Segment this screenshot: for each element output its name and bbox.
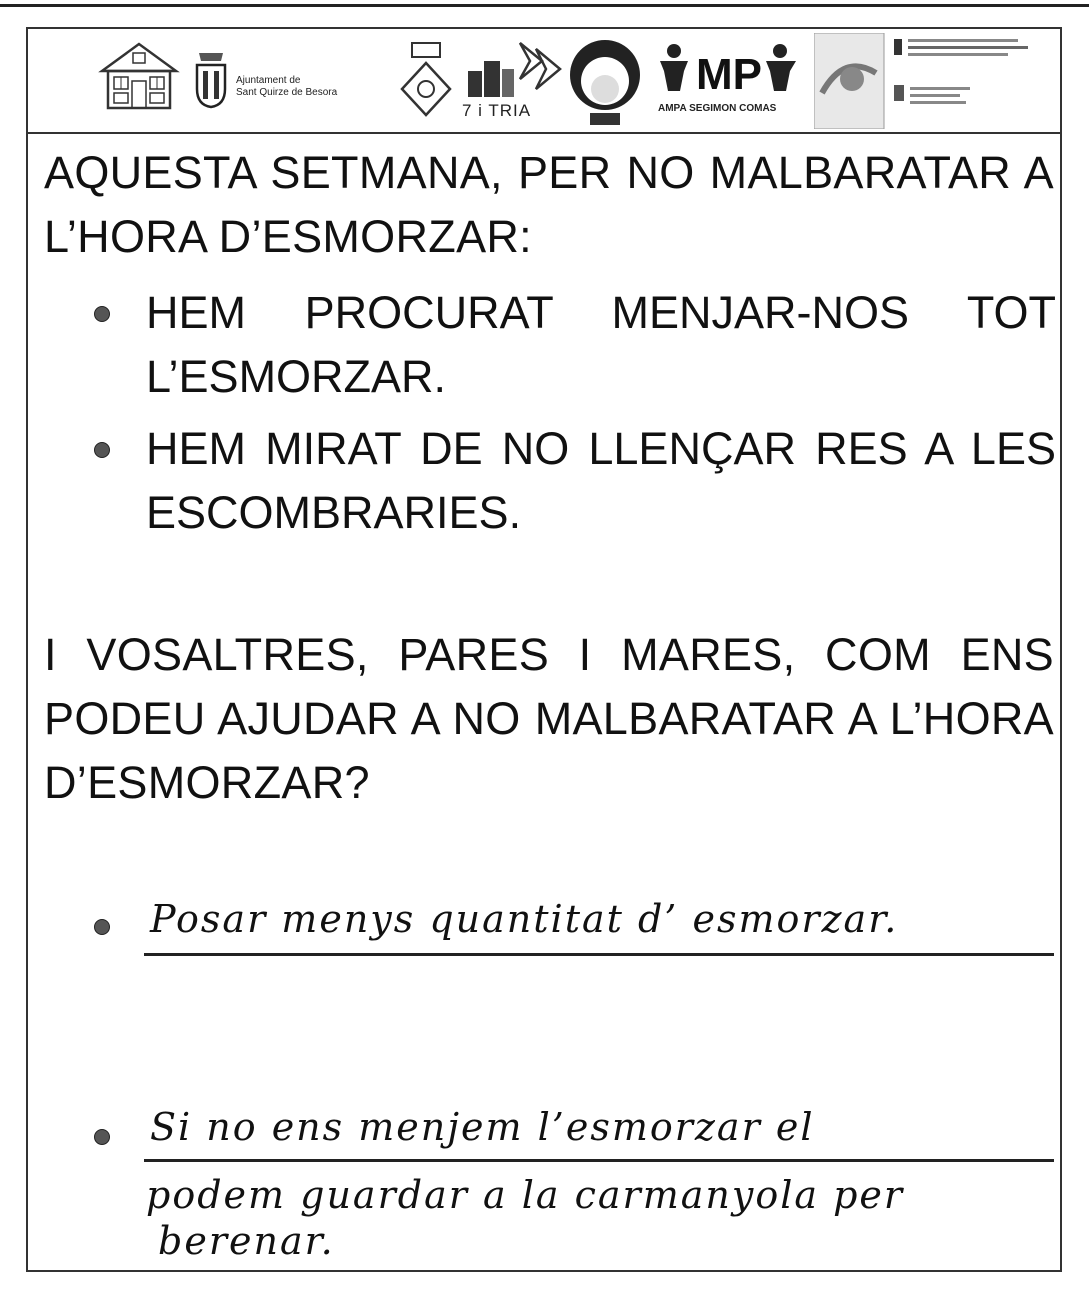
- ampa-logo: [656, 43, 802, 99]
- bullet-dot: [94, 442, 110, 458]
- ampa-logo-mark: MP: [696, 50, 762, 99]
- ajuntament-crest-icon: [193, 51, 229, 109]
- answer-2-handwriting-line2: podem guardar a la carmanyola per: [146, 1173, 905, 1217]
- diamond-emblem-logo: [398, 41, 454, 121]
- ampa-label: AMPA SEGIMON COMAS: [658, 103, 777, 114]
- done-item-text: HEM MIRAT DE NO LLENÇAR RES A LES ESCOMBRARIES.: [146, 423, 1056, 538]
- answer-2-handwriting-line1: Si no ens menjem l’esmorzar el: [150, 1105, 815, 1149]
- answer-1-handwriting: Posar menys quantitat d’ esmorzar.: [150, 897, 899, 941]
- done-item: [44, 417, 1054, 547]
- logo-header: [28, 29, 1060, 134]
- ajuntament-line1: Ajuntament de: [236, 75, 301, 86]
- answer-1-line: [144, 953, 1054, 956]
- top-scan-line: [0, 4, 1089, 7]
- tria-label: 7 i TRIA: [462, 101, 532, 120]
- answer-bullet-dot: [94, 919, 110, 935]
- globe-logo: [568, 33, 642, 129]
- question-paragraph: I VOSALTRES, PARES I MARES, COM ENS PODEU AJUDAR A NO MALBARATAR A L’HORA D’ESMORZAR?: [44, 629, 1054, 808]
- answer-2-line: [144, 1159, 1054, 1162]
- school-house-logo: [98, 41, 180, 111]
- generalitat-logo: [814, 33, 1054, 129]
- bullet-dot: [94, 306, 110, 322]
- ajuntament-line2: Sant Quirze de Besora: [236, 87, 338, 98]
- done-item-text: HEM PROCURAT MENJAR-NOS TOT L’ESMORZAR.: [146, 287, 1056, 402]
- ajuntament-label: [236, 75, 337, 99]
- tria-recycling-logo: [464, 39, 570, 101]
- done-item: [44, 281, 1054, 411]
- answer-bullet-dot: [94, 1129, 110, 1145]
- worksheet-frame: [26, 27, 1062, 1272]
- intro-paragraph: AQUESTA SETMANA, PER NO MALBARATAR A L’HORA D’ESMORZAR:: [44, 147, 1054, 262]
- answer-2-handwriting-line3: berenar.: [158, 1219, 335, 1263]
